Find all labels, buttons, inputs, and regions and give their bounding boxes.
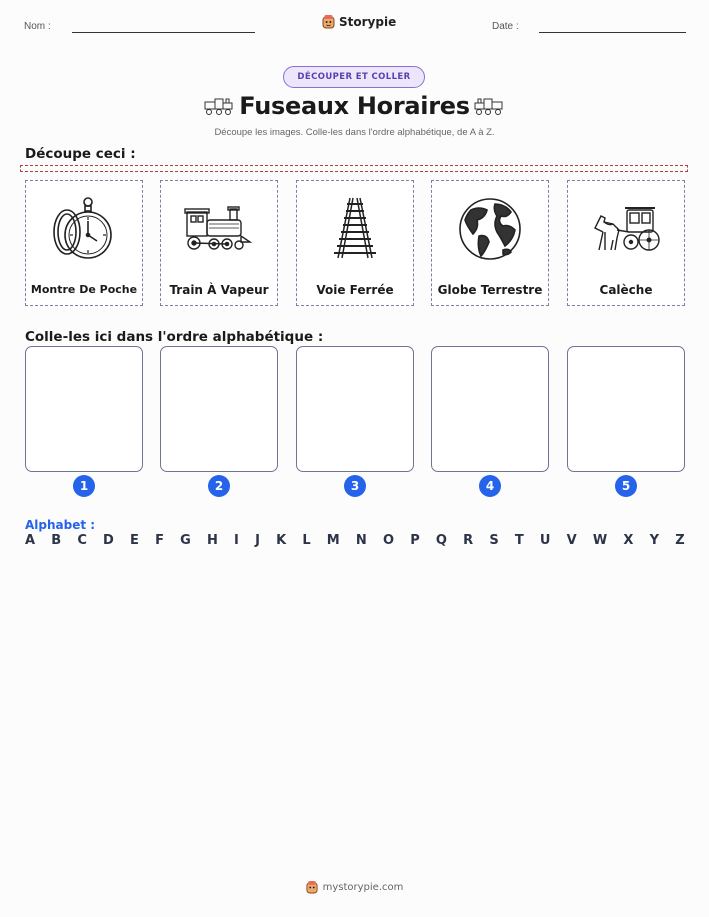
- alphabet-letter: B: [51, 533, 62, 548]
- alphabet-letter: T: [514, 533, 524, 548]
- alphabet-letter: D: [103, 533, 114, 548]
- paste-box-3[interactable]: [296, 346, 414, 472]
- card-label: Calèche: [599, 283, 653, 297]
- activity-badge: DÉCOUPER ET COLLER: [283, 66, 425, 88]
- brand-logo: [322, 14, 396, 29]
- alphabet-letter: O: [382, 533, 395, 548]
- card-label: Train À Vapeur: [169, 283, 269, 297]
- paste-box-4[interactable]: [431, 346, 549, 472]
- number-badge-5: 5: [615, 475, 637, 497]
- alphabet-row: [25, 533, 685, 548]
- alphabet-letter: C: [77, 533, 87, 548]
- alphabet-letter: S: [489, 533, 499, 548]
- instructions: Découpe les images. Colle-les dans l'ordre alphabétique, de A à Z.: [214, 127, 495, 138]
- footer: [0, 880, 709, 894]
- date-line: [539, 32, 686, 33]
- paste-section-heading: Colle-les ici dans l'ordre alphabétique :: [25, 329, 324, 345]
- cut-line: [20, 165, 688, 172]
- footer-site-link[interactable]: mystorypie.com: [322, 881, 404, 893]
- alphabet-letter: Y: [649, 533, 660, 548]
- globe-icon: [432, 189, 548, 269]
- alphabet-letter: V: [566, 533, 577, 548]
- paste-box-5[interactable]: [567, 346, 685, 472]
- alphabet-letter: W: [592, 533, 608, 548]
- name-line: [72, 32, 255, 33]
- cut-card-horse-carriage[interactable]: [567, 180, 685, 306]
- alphabet-letter: F: [155, 533, 164, 548]
- card-label: Globe Terrestre: [437, 283, 543, 297]
- storypie-mascot-icon: [322, 14, 335, 29]
- railway-track-icon: [297, 189, 413, 269]
- cut-card-pocket-watch[interactable]: [25, 180, 143, 306]
- alphabet-letter: K: [276, 533, 287, 548]
- train-decoration-right-icon: [472, 96, 504, 116]
- date-label: Date :: [492, 21, 519, 32]
- page-title: Fuseaux Horaires: [239, 92, 470, 120]
- paste-box-2[interactable]: [160, 346, 278, 472]
- alphabet-letter: Q: [435, 533, 447, 548]
- brand-name: Storypie: [339, 14, 397, 29]
- alphabet-letter: I: [234, 533, 239, 548]
- alphabet-letter: R: [463, 533, 474, 548]
- number-badge-1: 1: [73, 475, 95, 497]
- alphabet-letter: X: [623, 533, 634, 548]
- pocket-watch-icon: [26, 189, 142, 269]
- alphabet-heading: Alphabet :: [25, 518, 96, 532]
- cut-card-railway-track[interactable]: [296, 180, 414, 306]
- alphabet-letter: J: [255, 533, 260, 548]
- storypie-mascot-icon: [306, 880, 318, 894]
- alphabet-letter: G: [180, 533, 191, 548]
- cut-card-globe[interactable]: [431, 180, 549, 306]
- steam-train-icon: [161, 189, 277, 269]
- alphabet-letter: A: [25, 533, 36, 548]
- alphabet-letter: L: [302, 533, 311, 548]
- paste-box-1[interactable]: [25, 346, 143, 472]
- alphabet-letter: N: [355, 533, 367, 548]
- number-badge-2: 2: [208, 475, 230, 497]
- card-label: Montre De Poche: [30, 283, 138, 296]
- number-badge-3: 3: [344, 475, 366, 497]
- alphabet-letter: P: [410, 533, 420, 548]
- alphabet-letter: U: [539, 533, 551, 548]
- cut-section-heading: Découpe ceci :: [25, 146, 136, 162]
- alphabet-letter: Z: [675, 533, 685, 548]
- cut-card-steam-train[interactable]: [160, 180, 278, 306]
- name-label: Nom :: [24, 21, 51, 32]
- alphabet-letter: E: [130, 533, 139, 548]
- alphabet-letter: M: [326, 533, 340, 548]
- number-badge-4: 4: [479, 475, 501, 497]
- horse-carriage-icon: [568, 189, 684, 269]
- card-label: Voie Ferrée: [316, 283, 394, 297]
- alphabet-letter: H: [206, 533, 218, 548]
